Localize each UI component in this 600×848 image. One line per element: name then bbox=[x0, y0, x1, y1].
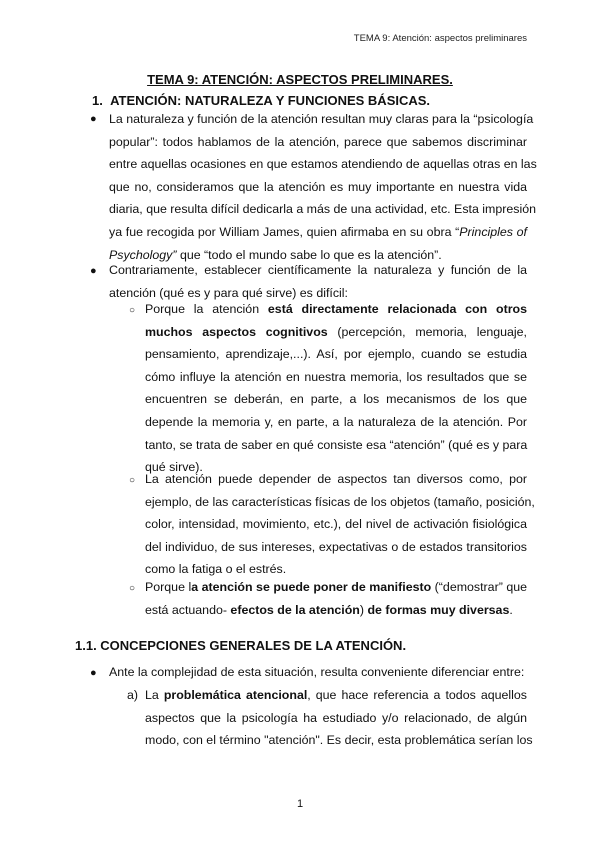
sub-paragraph-2 bbox=[145, 468, 535, 581]
text-line: Ante la complejidad de esta situación, resulta conveniente diferenciar entre: bbox=[109, 665, 525, 679]
text-span: (“demostrar” que bbox=[431, 580, 527, 594]
item-a-paragraph bbox=[145, 684, 533, 752]
text-line: ejemplo, de las características físicas de los objetos (tamaño, posición, bbox=[145, 494, 535, 509]
item-a-marker: a) bbox=[127, 688, 139, 702]
paragraph-1-1-bullet bbox=[109, 661, 527, 684]
section-1-number: 1. bbox=[92, 93, 103, 108]
text-span: ) bbox=[359, 602, 368, 617]
text-line: aspectos que la psicología ha estudiado y/o relacionado, de algún bbox=[145, 710, 527, 725]
book-title-italic: Psychology” bbox=[109, 247, 177, 262]
running-header: TEMA 9: Atención: aspectos preliminares bbox=[353, 33, 527, 44]
text-line: diaria, que resulta difícil dedicarla a más de una actividad, etc. Esta impresión bbox=[109, 202, 537, 217]
bullet-icon: ● bbox=[90, 667, 97, 679]
bold-text: problemática atencional bbox=[163, 688, 308, 702]
text-span: ya fue recogida por William James, quien afirmaba en su obra “ bbox=[109, 224, 460, 239]
text-line: La naturaleza y función de la atención resultan muy claras para la “psicología bbox=[109, 112, 534, 126]
book-title-italic: Principles of bbox=[459, 224, 527, 239]
text-span: . bbox=[509, 602, 513, 617]
text-span: , que hace referencia a todos aquellos bbox=[307, 688, 527, 702]
section-1-title: ATENCIÓN: NATURALEZA Y FUNCIONES BÁSICAS. bbox=[110, 93, 431, 108]
circle-bullet-icon: ○ bbox=[129, 583, 136, 594]
text-line: entre aquellas ocasiones en que estamos atendiendo de aquellas otras en las bbox=[109, 157, 537, 172]
text-line: popular”: todos hablamos de la atención, parece que sabemos discriminar bbox=[109, 134, 527, 149]
bold-text: está directamente relacionada con otros bbox=[267, 302, 527, 316]
text-line bbox=[145, 576, 527, 599]
text-line bbox=[145, 321, 527, 344]
document-title: TEMA 9: ATENCIÓN: ASPECTOS PRELIMINARES. bbox=[147, 72, 453, 87]
bold-text: de formas muy diversas bbox=[367, 602, 510, 617]
text-line: Contrariamente, establecer científicamente la naturaleza y función de la bbox=[109, 263, 527, 277]
text-line bbox=[109, 221, 527, 244]
text-line: La atención puede depender de aspectos tan diversos como, por bbox=[145, 472, 527, 486]
text-span: La bbox=[145, 688, 164, 702]
bold-text: efectos de la atención bbox=[230, 602, 360, 617]
text-span: (percepción, memoria, lenguaje, bbox=[327, 324, 527, 339]
bullet-icon: ● bbox=[90, 265, 97, 277]
paragraph-bullet-1 bbox=[109, 108, 537, 266]
text-line: encuentren se deberán, en parte, a los mecanismos de los que bbox=[145, 392, 527, 407]
sub-paragraph-1 bbox=[145, 298, 527, 479]
text-line: atención (qué es y para qué sirve) es difícil: bbox=[109, 285, 348, 300]
text-line: del individuo, de sus intereses, expectativas o de estados transitorios bbox=[145, 539, 527, 554]
text-line: que no, consideramos que la atención es muy importante en nuestra vida bbox=[109, 179, 527, 194]
bold-text: a atención se puede poner de manifiesto bbox=[191, 580, 432, 594]
text-span: Porque la atención bbox=[145, 302, 268, 316]
bold-text: muchos aspectos cognitivos bbox=[145, 324, 328, 339]
page-number: 1 bbox=[296, 798, 304, 810]
text-line: qué sirve). bbox=[145, 460, 203, 475]
circle-bullet-icon: ○ bbox=[129, 475, 136, 486]
text-line bbox=[145, 599, 527, 622]
text-span: está actuando- bbox=[145, 602, 231, 617]
text-line bbox=[145, 684, 527, 707]
sub-paragraph-3 bbox=[145, 576, 527, 621]
text-span: Porque l bbox=[145, 580, 192, 594]
section-1-heading bbox=[92, 93, 430, 108]
bullet-icon: ● bbox=[90, 113, 97, 125]
text-line: modo, con el término "atención". Es decir, esta problemática serían los bbox=[145, 733, 533, 748]
text-line: cómo influye la atención en nuestra memoria, los resultados que se bbox=[145, 369, 527, 384]
text-line: depende la memoria y, en parte, a la naturaleza de la atención. Por bbox=[145, 414, 527, 429]
section-1-1-heading: 1.1. CONCEPCIONES GENERALES DE LA ATENCIÓN. bbox=[75, 638, 407, 653]
text-line: tanto, se trata de saber en qué consiste esa “atención” (qué es y para bbox=[145, 437, 528, 452]
text-line: como la fatiga o el estrés. bbox=[145, 562, 287, 577]
item-marker bbox=[127, 684, 147, 707]
text-span: que “todo el mundo sabe lo que es la atención”. bbox=[176, 247, 442, 262]
text-line: pensamiento, aprendizaje,...). Así, por ejemplo, cuando se estudia bbox=[145, 347, 527, 362]
text-line bbox=[145, 298, 527, 321]
circle-bullet-icon: ○ bbox=[129, 305, 136, 316]
text-line: color, intensidad, movimiento, etc.), del nivel de activación fisiológica bbox=[145, 517, 527, 532]
